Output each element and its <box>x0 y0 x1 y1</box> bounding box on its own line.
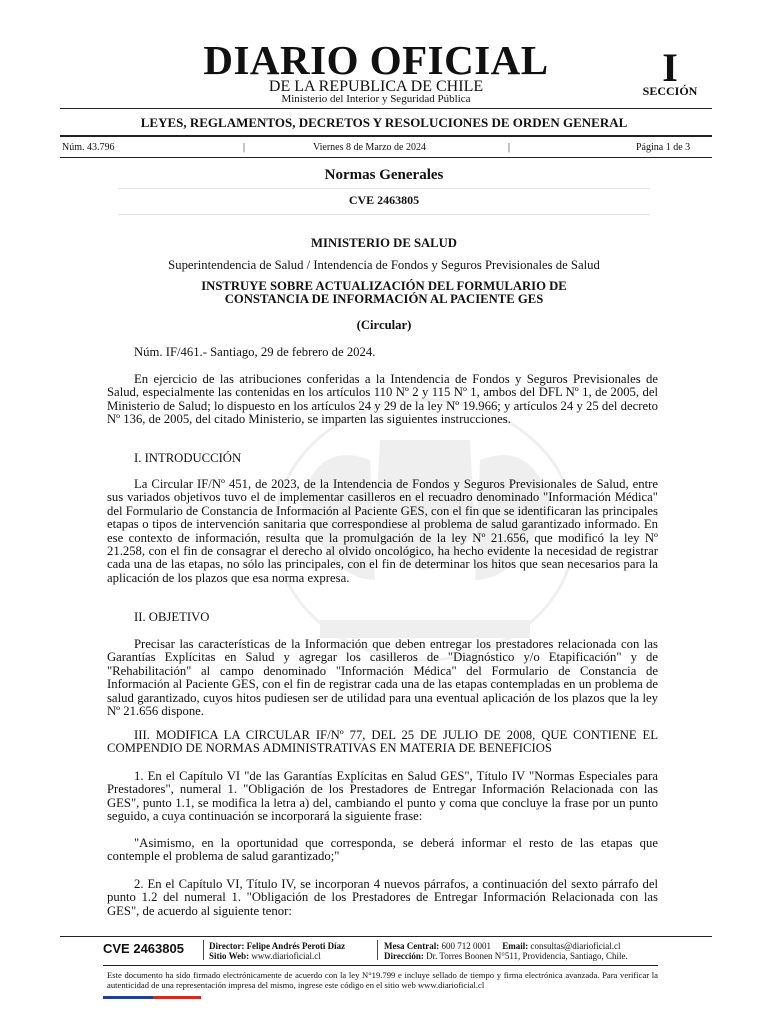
section-introduccion <box>107 452 658 465</box>
masthead-title: DIARIO OFICIAL <box>203 37 549 83</box>
footer-divider-1 <box>203 940 204 960</box>
footer-rule-mid <box>103 965 658 966</box>
item-paragraph: 2. En el Capítulo VI, Título IV, se incorporan 4 nuevos párrafos, a continuación del sexto párrafo del punto 1.2 del numeral 1. "Obligación de los Prestadores de Entregar Información Relacionada con las GES", de acuerdo al siguiente tenor: <box>107 877 658 918</box>
site-link[interactable]: www.diarioficial.cl <box>251 951 321 961</box>
divider-top <box>60 108 712 109</box>
document-agency: Superintendencia de Salud / Intendencia de Fondos y Seguros Previsionales de Salud <box>168 258 600 272</box>
footer-notice: Este documento ha sido firmado electrónicamente de acuerdo con la ley N°19.799 e incluye sellado de tiempo y firma electrónica avanzada. Para verificar la autenticidad de una representación impresa del mismo, ingrese este código en el sitio web www.diarioficial.cl <box>107 970 658 990</box>
item-paragraph: 1. En el Capítulo VI "de las Garantías Explícitas en Salud GES", Título IV "Normas Especiales para Prestadores", numeral 1. "Obligación de los Prestadores de Entregar Información Relacionada con las GES", punto 1.1, se modifica la letra a) del, cambiando el punto y coma que concluye la frase por un punto seguido, a cuya continuación se incorporará la siguiente frase: <box>107 769 658 824</box>
modifica-quote <box>107 837 658 864</box>
flag-stripe-blue <box>103 996 153 999</box>
category-heading: Normas Generales <box>324 167 444 183</box>
document-title: INSTRUYE SOBRE ACTUALIZACIÓN DEL FORMULARIO DE CONSTANCIA DE INFORMACIÓN AL PACIENTE GES <box>201 279 567 307</box>
info-separator-left: | <box>243 142 246 153</box>
section-heading: I. INTRODUCCIÓN <box>134 451 242 465</box>
section-label: SECCIÓN <box>642 84 698 98</box>
section-objetivo <box>107 611 658 624</box>
document-type: (Circular) <box>356 318 412 332</box>
address-label: Dirección: <box>384 951 424 961</box>
divider-info <box>60 157 712 158</box>
introduccion-paragraph: La Circular IF/Nº 451, de 2023, de la Intendencia de Fondos y Seguros Previsionales de Salud, entre sus variados objetivos tuvo el de implementar casilleros en el recuadro denominado "Información Médica" del Formulario de Constancia de Información al Paciente GES, con el fin que se identificaran las principales etapas o tipos de intervención sanitaria que correspondiese al problema de salud garantizado informado. En ese contexto de información, resulta que la promulgación de la ley Nº 21.656, que modificó la ley Nº 21.258, con el fin de consagrar el derecho al olvido oncológico, ha hecho evidente la necesidad de registrar cada una de las etapas, no sólo las principales, con el fin de determinar los hitos que sean necesarios para la aplicación de los plazos que esa norma expresa. <box>107 477 658 585</box>
email-label: Email: <box>502 941 529 951</box>
director-name: Felipe Andrés Peroti Díaz <box>246 941 346 951</box>
footer-divider-2 <box>377 940 378 960</box>
modifica-item-1 <box>107 770 658 824</box>
section-banner: LEYES, REGLAMENTOS, DECRETOS Y RESOLUCIONES DE ORDEN GENERAL <box>140 115 628 130</box>
divider-banner <box>60 135 712 137</box>
section-heading: III. MODIFICA LA CIRCULAR IF/Nº 77, DEL 25 DE JULIO DE 2008, QUE CONTIENE EL COMPENDIO DE NORMAS ADMINISTRATIVAS EN MATERIA DE BENEFICIOS <box>107 728 658 756</box>
info-separator-right: | <box>508 142 511 153</box>
document-reference <box>107 346 658 359</box>
preamble-paragraph: En ejercicio de las atribuciones conferidas a la Intendencia de Fondos y Seguros Previsionales de Salud, especialmente las contenidas en los artículos 110 Nº 2 y 115 Nº 1, ambos del DFL Nº 1, de 2005, del Ministerio de Salud; lo dispuesto en los artículos 24 y 29 de la ley Nº 19.966; y artículos 24 y 25 del decreto Nº 136, de 2005, del citado Ministerio, se imparten las siguientes instrucciones. <box>107 372 658 427</box>
phone-number: 600 712 0001 <box>441 941 491 951</box>
objetivo-paragraph: Precisar las características de la Información que deben entregar los prestadores relacionada con las Garantías Explícitas en Salud y agregar los casilleros de "Diagnóstico y/o Etapificación" y de "Rehabilitación" al campo denominado "Información Médica" del Formulario de Constancia de Información al Paciente GES, con el fin de registrar cada una de las etapas contempladas en un problema de salud garantizado, cuyos hitos pudiesen ser de utilidad para una eventual aplicación de los plazos que la ley Nº 21.656 dispone. <box>107 637 658 719</box>
section-modifica <box>107 729 658 756</box>
cve-code: CVE 2463805 <box>348 193 420 207</box>
objetivo-body <box>107 638 658 718</box>
issue-date: Viernes 8 de Marzo de 2024 <box>313 142 426 153</box>
address-text: Dr. Torres Boonen N°511, Providencia, Santiago, Chile. <box>426 951 628 961</box>
footer-site <box>209 951 321 961</box>
page-indicator: Página 1 de 3 <box>636 142 691 153</box>
director-label: Director: <box>209 941 245 951</box>
issue-number: Núm. 43.796 <box>62 142 115 153</box>
footer-cve: CVE 2463805 <box>103 941 184 956</box>
footer-contact <box>384 941 621 951</box>
site-label: Sitio Web: <box>209 951 250 961</box>
footer-director <box>209 941 345 951</box>
masthead-ministry: Ministerio del Interior y Seguridad Pública <box>281 93 471 105</box>
section-heading: II. OBJETIVO <box>134 610 210 624</box>
reference-line: Núm. IF/461.- Santiago, 29 de febrero de 2024. <box>134 345 376 359</box>
phone-label: Mesa Central: <box>384 941 440 951</box>
email-link[interactable]: consultas@diarioficial.cl <box>530 941 621 951</box>
cve-rule <box>118 214 650 215</box>
category-rule <box>118 188 650 189</box>
flag-stripe-red <box>153 996 201 999</box>
document-ministry: MINISTERIO DE SALUD <box>311 236 457 250</box>
introduccion-body <box>107 478 658 585</box>
footer-rule-top <box>60 936 712 937</box>
preamble <box>107 373 658 427</box>
quote-paragraph: "Asimismo, en la oportunidad que corresponda, se deberá informar el resto de las etapas que contemple el problema de salud garantizado;" <box>107 836 658 864</box>
section-number: I <box>662 45 678 90</box>
footer-address <box>384 951 628 961</box>
modifica-item-2 <box>107 878 658 918</box>
masthead-subtitle: DE LA REPUBLICA DE CHILE <box>268 78 484 95</box>
